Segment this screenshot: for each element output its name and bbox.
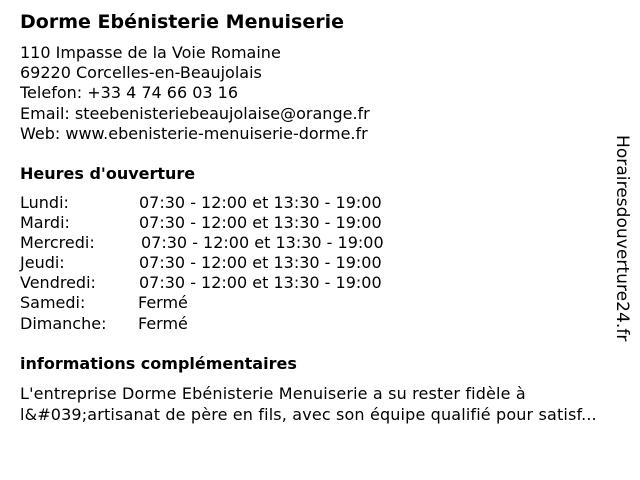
contact-block xyxy=(20,43,370,144)
day-label: Dimanche: xyxy=(20,313,107,333)
website-address: Web: www.ebenisterie-menuiserie-dorme.fr xyxy=(20,123,368,143)
phone-number: Telefon: +33 4 74 66 03 16 xyxy=(20,83,239,103)
day-label: Lundi: xyxy=(20,193,69,212)
business-description: L'entreprise Dorme Ebénisterie Menuiserie a su rester fidèle à l&#039;artisanat de père en fils, avec son équipe qualifié pour satisf... xyxy=(20,384,597,424)
day-label: Samedi: xyxy=(20,293,86,313)
day-label: Jeudi: xyxy=(20,253,65,273)
hours-value: Fermé xyxy=(138,293,188,313)
hours-value: 07:30 - 12:00 et 13:30 - 19:00 xyxy=(139,273,382,293)
hours-value: 07:30 - 12:00 et 13:30 - 19:00 xyxy=(141,233,384,253)
address-city: 69220 Corcelles-en-Beaujolais xyxy=(20,63,262,83)
day-label: Mardi: xyxy=(20,213,70,233)
hours-value: Fermé xyxy=(138,313,188,333)
hours-value: 07:30 - 12:00 et 13:30 - 19:00 xyxy=(139,253,382,273)
email-address: Email: steebenisteriebeaujolaise@orange.fr xyxy=(20,103,370,123)
hours-value: 07:30 - 12:00 et 13:30 - 19:00 xyxy=(139,213,382,233)
hours-value: 07:30 - 12:00 et 13:30 - 19:00 xyxy=(139,193,382,212)
business-name: Dorme Ebénisterie Menuiserie xyxy=(20,11,344,33)
additional-info-title: informations complémentaires xyxy=(20,354,297,373)
site-watermark: Horairesdouverture24.fr xyxy=(612,135,632,342)
day-label: Vendredi: xyxy=(20,273,96,293)
day-label: Mercredi: xyxy=(20,233,95,253)
address-street: 110 Impasse de la Voie Romaine xyxy=(20,43,281,62)
opening-hours-title: Heures d'ouverture xyxy=(20,164,196,183)
